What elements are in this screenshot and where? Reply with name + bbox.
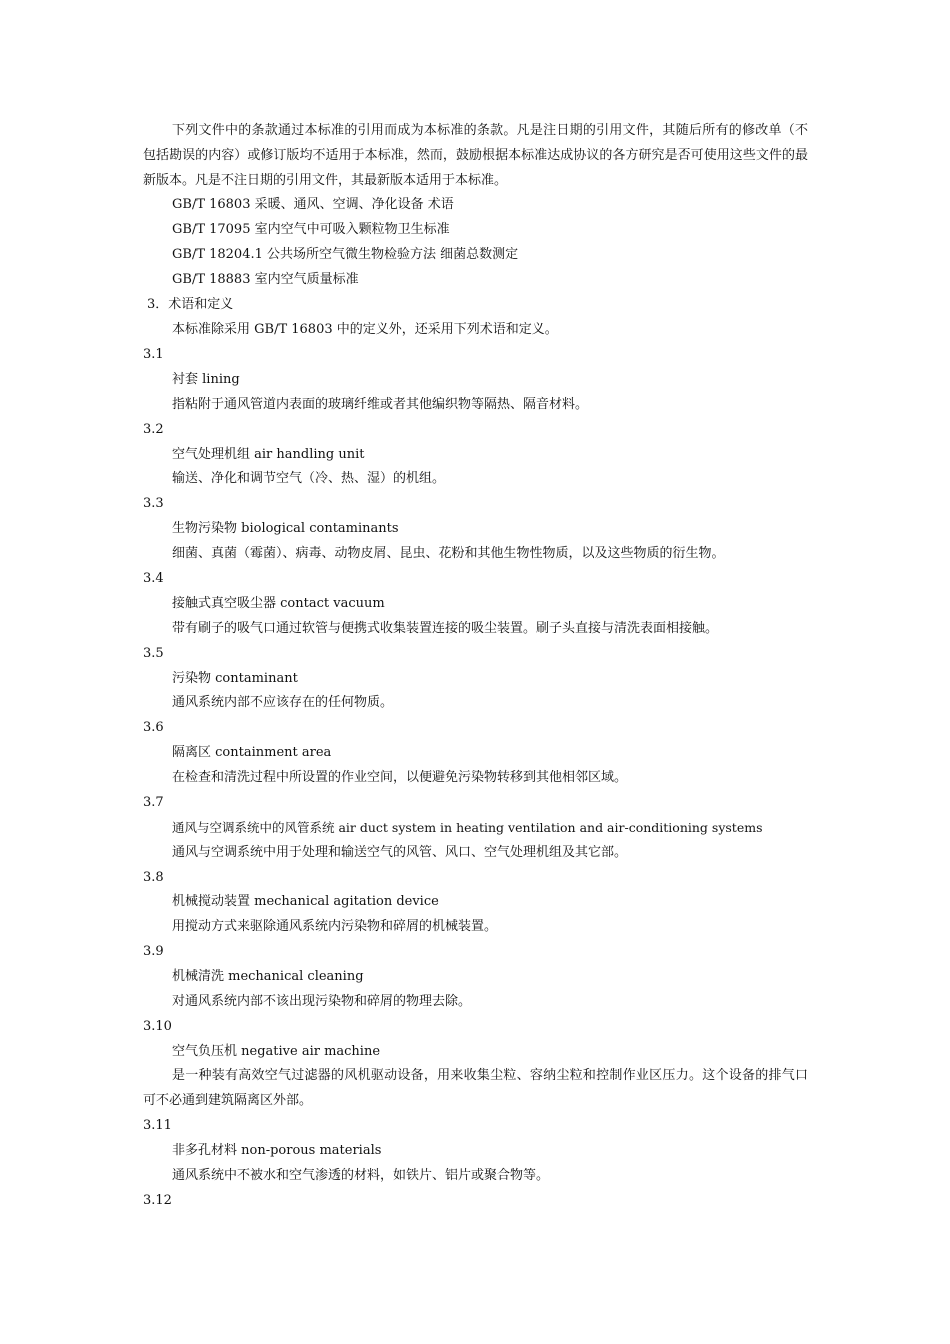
term-number: 3.10 — [143, 1019, 172, 1034]
term-definition: 带有刷子的吸气口通过软管与便携式收集装置连接的吸尘装置。刷子头直接与清洗表面相接触。 — [172, 621, 719, 636]
term-number: 3.8 — [143, 870, 164, 885]
term-title: 接触式真空吸尘器 contact vacuum — [172, 596, 385, 611]
intro-paragraph: 下列文件中的条款通过本标准的引用而成为本标准的条款。凡是注日期的引用文件，其随后所有的修改单（不包括勘误的内容）或修订版均不适用于本标准，然而，鼓励根据本标准达成协议的各方研究是否可使用这些文件的最新版本。凡是不注日期的引用文件，其最新版本适用于本标准。 — [143, 123, 808, 188]
term-number: 3.3 — [143, 496, 164, 511]
term-title: 空气处理机组 air handling unit — [172, 447, 365, 462]
term-title: 非多孔材料 non-porous materials — [172, 1143, 382, 1158]
term-title: 机械清洗 mechanical cleaning — [172, 969, 364, 984]
reference-item: GB/T 17095 室内空气中可吸入颗粒物卫生标准 — [172, 222, 450, 237]
term-number: 3.1 — [143, 347, 164, 362]
term-number: 3.6 — [143, 720, 164, 735]
term-title: 通风与空调系统中的风管系统 air duct system in heating ventilation and air-conditioning systems — [172, 820, 763, 835]
reference-item: GB/T 16803 采暖、通风、空调、净化设备 术语 — [172, 197, 454, 212]
term-title: 空气负压机 negative air machine — [172, 1044, 381, 1059]
term-definition: 是一种装有高效空气过滤器的风机驱动设备，用来收集尘粒、容纳尘粒和控制作业区压力。这个设备的排气口可不必通到建筑隔离区外部。 — [143, 1068, 808, 1108]
reference-item: GB/T 18204.1 公共场所空气微生物检验方法 细菌总数测定 — [172, 247, 519, 262]
reference-item: GB/T 18883 室内空气质量标准 — [172, 272, 359, 287]
term-definition: 对通风系统内部不该出现污染物和碎屑的物理去除。 — [172, 994, 472, 1009]
term-title: 机械搅动装置 mechanical agitation device — [172, 894, 439, 909]
term-number: 3.11 — [143, 1118, 172, 1133]
section-intro: 本标准除采用 GB/T 16803 中的定义外，还采用下列术语和定义。 — [172, 322, 558, 337]
term-number: 3.5 — [143, 646, 164, 661]
term-definition: 通风系统内部不应该存在的任何物质。 — [172, 695, 394, 710]
term-definition: 通风与空调系统中用于处理和输送空气的风管、风口、空气处理机组及其它部。 — [172, 845, 628, 860]
term-definition: 在检查和清洗过程中所设置的作业空间，以便避免污染物转移到其他相邻区域。 — [172, 770, 628, 785]
term-title: 衬套 lining — [172, 372, 240, 387]
term-title: 隔离区 containment area — [172, 745, 332, 760]
section-heading: 3．术语和定义 — [147, 297, 234, 312]
term-number: 3.4 — [143, 571, 164, 586]
term-definition: 细菌、真菌（霉菌）、病毒、动物皮屑、昆虫、花粉和其他生物性物质，以及这些物质的衍生物。 — [172, 546, 725, 561]
term-title: 生物污染物 biological contaminants — [172, 521, 399, 536]
term-number: 3.7 — [143, 795, 164, 810]
term-number: 3.2 — [143, 422, 164, 437]
term-definition: 通风系统中不被水和空气渗透的材料，如铁片、铝片或聚合物等。 — [172, 1168, 550, 1183]
term-number: 3.9 — [143, 944, 164, 959]
term-definition: 用搅动方式来驱除通风系统内污染物和碎屑的机械装置。 — [172, 919, 498, 934]
term-title: 污染物 contaminant — [172, 671, 298, 686]
term-definition: 输送、净化和调节空气（冷、热、湿）的机组。 — [172, 471, 446, 486]
term-number: 3.12 — [143, 1193, 172, 1208]
term-definition: 指粘附于通风管道内表面的玻璃纤维或者其他编织物等隔热、隔音材料。 — [172, 397, 589, 412]
